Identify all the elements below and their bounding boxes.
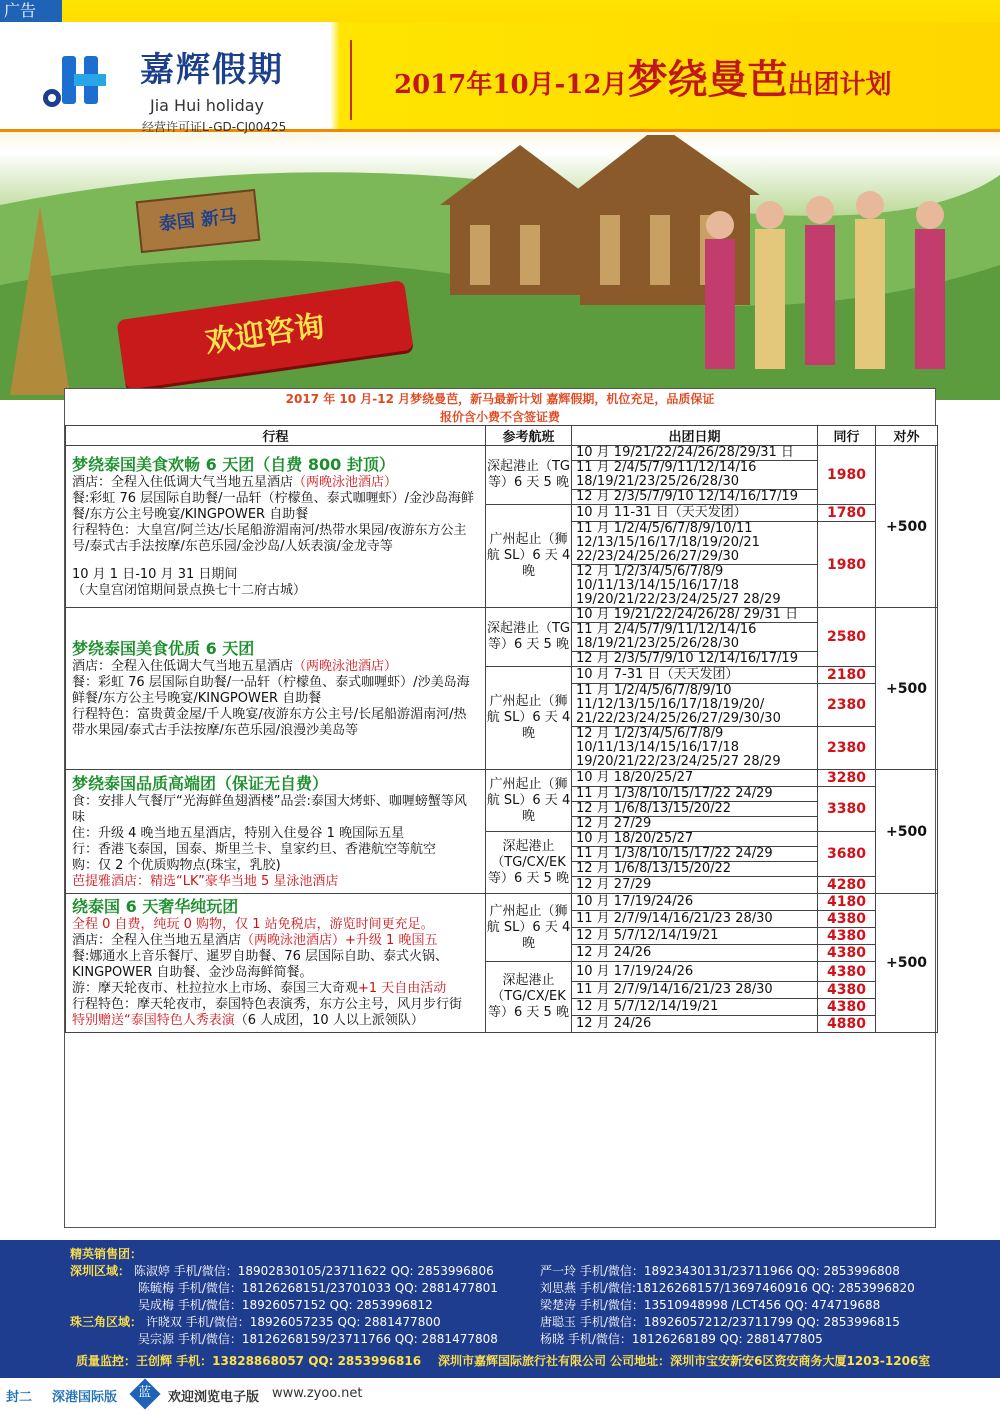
header-artwork <box>0 0 1000 400</box>
peer-price: 4380 <box>818 999 876 1016</box>
company-logo <box>38 50 120 112</box>
itinerary-feature: 行程特色：大皇宫/阿兰达/长尾船游湄南河/热带水果园/夜游东方公主号/泰式古手法按摩/东芭乐园/金沙岛/人妖表演/金龙寺等 <box>72 522 467 554</box>
table-row <box>66 770 938 787</box>
peer-price: 1780 <box>818 505 876 522</box>
departure-dates: 12 月 24/26 <box>572 945 818 962</box>
departure-dates: 12 月 24/26 <box>572 1016 818 1033</box>
itinerary-stay: 住：升级 4 晚当地五星酒店，特别入住曼谷 1 晚国际五星 <box>72 825 405 841</box>
team-label: 精英销售团： <box>70 1247 143 1261</box>
departure-dates: 12 月 27/29 <box>572 817 818 832</box>
itinerary-promo: 全程 0 自费，纯玩 0 购物，仅 1 站免税店，游览时间更充足。 <box>72 917 434 932</box>
itinerary-fly: 行：香港飞泰国，国泰、斯里兰卡、皇家约旦、香港航空等航空 <box>72 841 437 857</box>
departure-dates: 11 月 2/7/9/14/16/21/23 28/30 <box>572 911 818 928</box>
itinerary-meals: 餐:娜通水上音乐餐厅、暹罗自助餐、76 层国际自助、泰式火锅、KINGPOWER 自助餐、金沙岛海鲜简餐。 <box>72 949 449 980</box>
itinerary-cell <box>66 608 486 770</box>
departure-dates: 11 月 2/4/5/7/9/11/12/14/16 18/19/21/23/25/26/28/30 <box>572 461 818 490</box>
peer-price: 4280 <box>818 877 876 894</box>
departure-dates: 11 月 1/2/4/5/6/7/8/9/10 11/12/13/15/16/17/18/19/20/ 21/22/23/24/25/26/27/29/30/30 <box>572 684 818 727</box>
wooden-sign: 泰国 新马 <box>136 189 261 253</box>
hotel-highlight: （两晚泳池酒店） <box>293 474 398 490</box>
itinerary-hotel <box>72 933 479 949</box>
departure-dates: 10 月 19/21/22/24/26/28/29/31 日 <box>572 446 818 461</box>
blue-diamond-icon <box>129 1378 160 1409</box>
departure-dates: 10 月 11-31 日（天天发团） <box>572 505 818 522</box>
public-surcharge: +500 <box>876 446 938 608</box>
table-row <box>66 894 938 911</box>
contact-row: 陈淑婷 手机/微信：18902830105/23711622 QQ: 2853996806 <box>133 1264 494 1278</box>
flight-cell: 深起港止（TG 等）6 天 5 晚 <box>486 446 572 505</box>
notice-line-1: 2017 年 10 月-12 月梦绕曼芭，新马最新计划 嘉辉假期，机位充足，品质保证 <box>285 392 715 406</box>
flight-cell: 广州起止（狮航 SL）6 天 4 晚 <box>486 894 572 962</box>
departure-dates: 11 月 1/3/8/10/15/17/22 24/29 <box>572 787 818 802</box>
flight-cell: 深起港止（TG/CX/EK 等）6 天 5 晚 <box>486 962 572 1033</box>
peer-price: 1980 <box>818 522 876 608</box>
contact-row: 许晓双 手机/微信：18926057235 QQ: 2881477800 <box>145 1315 441 1329</box>
peer-price: 2380 <box>818 684 876 727</box>
license-number: 经营许可证L-GD-CJ00425 <box>142 120 287 134</box>
page-label: 封二 <box>6 1390 33 1405</box>
itinerary-hotel <box>72 659 479 675</box>
notice-line-2: 报价含小费不含签证费 <box>439 410 560 424</box>
flight-cell: 广州起止（狮航 SL）6 天 4 晚 <box>486 667 572 770</box>
table-row <box>66 608 938 623</box>
welcome-ribbon: 欢迎咨询 <box>117 280 414 390</box>
quality-monitor: 质量监控：王创辉 手机：13828868057 QQ: 2853996816 <box>76 1354 422 1368</box>
itinerary-feature: 行程特色：摩天轮夜市，泰国特色表演秀，东方公主号，风月步行街 <box>72 997 463 1012</box>
peer-price: 3280 <box>818 770 876 787</box>
departure-dates: 10 月 19/21/22/24/26/28/ 29/31 日 <box>572 608 818 623</box>
tour-text: 游：摩天轮夜市、杜拉拉水上市场、泰国三大奇观 <box>72 981 359 996</box>
tour-highlight: +1 天自由活动 <box>358 981 447 996</box>
itinerary-cell <box>66 770 486 894</box>
departure-dates: 12 月 1/6/8/13/15/20/22 <box>572 862 818 877</box>
departure-dates: 10 月 17/19/24/26 <box>572 962 818 982</box>
departure-dates: 10 月 18/20/25/27 <box>572 832 818 847</box>
itinerary-meals: 餐：彩虹 76 层国际自助餐/一品轩（柠檬鱼、泰式咖喱虾）/沙美岛海鲜餐/东方公主号晚宴/KINGPOWER 自助餐 <box>72 674 470 706</box>
hotel-highlight: （两晚泳池酒店） <box>293 658 398 674</box>
headline-period: 2017年10月-12月 <box>394 70 628 100</box>
public-surcharge: +500 <box>876 770 938 894</box>
itinerary-shop: 购：仅 2 个优质购物点(珠宝，乳胶) <box>72 857 281 873</box>
itinerary-hotel-red: 芭提雅酒店：精选“LK”豪华当地 5 星泳池酒店 <box>72 873 339 889</box>
itinerary-food: 食：安排人气餐厅“光海鲜鱼翅酒楼”品尝:泰国大烤虾、咖喱螃蟹等风味 <box>72 793 467 825</box>
contact-row: 刘思燕 手机/微信:18126268157/13697460916 QQ: 2853996820 <box>540 1281 915 1295</box>
hotel-text: 酒店：全程入住当地五星酒店 <box>72 933 242 948</box>
departure-dates: 10 月 7-31 日（天天发团） <box>572 667 818 684</box>
itinerary-table <box>65 425 938 1033</box>
tour-title: 梦绕泰国美食欢畅 6 天团（自费 800 封顶） <box>72 454 395 474</box>
itinerary-note1: 10 月 1 日-10 月 31 日期间 <box>72 566 238 582</box>
edition-label: 深港国际版 <box>52 1390 118 1405</box>
gift-note: （6 人成团，10 人以上派领队） <box>234 1013 424 1028</box>
col-dates: 出团日期 <box>572 426 818 446</box>
brand-name: 嘉辉假期 <box>140 50 284 90</box>
itinerary-note2: （大皇宫闭馆期间景点换七十二府古城） <box>72 582 307 598</box>
hotel-text: 酒店：全程入住低调大气当地五星酒店 <box>72 474 294 490</box>
peer-price: 4380 <box>818 945 876 962</box>
headline <box>394 48 892 105</box>
peer-price: 4380 <box>818 962 876 982</box>
contact-row: 杨晓 手机/微信：18126268189 QQ: 2881477805 <box>540 1332 823 1346</box>
departure-dates: 12 月 1/6/8/13/15/20/22 <box>572 802 818 817</box>
headline-suffix: 出团计划 <box>787 70 892 100</box>
departure-dates: 10 月 17/19/24/26 <box>572 894 818 911</box>
col-itinerary: 行程 <box>66 426 486 446</box>
contacts-left <box>70 1246 498 1348</box>
website-link[interactable]: www.zyoo.net <box>272 1386 363 1401</box>
peer-price: 4380 <box>818 911 876 928</box>
itinerary-cell <box>66 894 486 1033</box>
peer-price: 2180 <box>818 667 876 684</box>
peer-price: 3680 <box>818 832 876 877</box>
itinerary-feature: 行程特色：富贵黄金屋/千人晚宴/夜游东方公主号/长尾船游湄南河/热带水果园/泰式古手法按摩/东芭乐园/浪漫沙美岛等 <box>72 706 467 738</box>
departure-dates: 12 月 1/2/3/4/5/6/7/8/9 10/11/13/14/15/16/17/18 19/20/21/22/23/24/25/27 28/29 <box>572 565 818 608</box>
departure-dates: 12 月 2/3/5/7/9/10 12/14/16/17/19 <box>572 490 818 505</box>
contact-row: 梁楚涛 手机/微信：13510948998 /LCT456 QQ: 474719688 <box>540 1298 881 1312</box>
region-shenzhen: 深圳区域： <box>70 1264 131 1278</box>
flight-cell: 广州起止（狮航 SL）6 天 4 晚 <box>486 770 572 832</box>
departure-dates: 12 月 27/29 <box>572 877 818 894</box>
tour-title: 梦绕泰国美食优质 6 天团 <box>72 638 255 658</box>
contact-row: 吴宗源 手机/微信：18126268159/23711766 QQ: 2881477808 <box>138 1332 498 1346</box>
bottom-strip <box>0 1378 1000 1412</box>
contact-row: 吴成梅 手机/微信：18926057152 QQ: 2853996812 <box>138 1298 433 1312</box>
departure-dates: 11 月 2/4/5/7/9/11/12/14/16 18/19/21/23/25/26/28/30 <box>572 623 818 652</box>
departure-dates: 12 月 1/2/3/4/5/6/7/8/9 10/11/13/14/15/16/17/18 19/20/21/22/23/24/25/27 28/29 <box>572 727 818 770</box>
flight-cell: 深起港止（TG/CX/EK 等）6 天 5 晚 <box>486 832 572 894</box>
contacts-right <box>540 1263 915 1348</box>
peer-price: 2580 <box>818 608 876 667</box>
public-surcharge: +500 <box>876 608 938 770</box>
tour-title: 梦绕泰国品质高端团（保证无自费） <box>72 773 329 793</box>
col-public-price: 对外 <box>876 426 938 446</box>
itinerary-meals: 餐:彩虹 76 层国际自助餐/一品轩（柠檬鱼、泰式咖喱虾）/金沙岛海鲜餐/东方公主号晚宴/KINGPOWER 自助餐 <box>72 490 474 522</box>
flight-cell: 广州起止（狮航 SL）6 天 4 晚 <box>486 505 572 608</box>
col-peer-price: 同行 <box>818 426 876 446</box>
departure-dates: 10 月 18/20/25/27 <box>572 770 818 787</box>
peer-price: 4880 <box>818 1016 876 1033</box>
itinerary-cell <box>66 446 486 608</box>
itinerary-tour <box>72 981 479 997</box>
region-prd: 珠三角区域： <box>70 1315 143 1329</box>
blue-label: 蓝 <box>138 1385 152 1401</box>
company-address: 深圳市嘉辉国际旅行社有限公司 公司地址：深圳市宝安新安6区资安商务大厦1203-1206室 <box>438 1354 931 1368</box>
departure-dates: 11 月 2/7/9/14/16/21/23 28/30 <box>572 982 818 999</box>
contact-row: 陈毓梅 手机/微信：18126268151/23701033 QQ: 2881477801 <box>138 1281 498 1295</box>
contact-row: 严一玲 手机/微信：18923430131/23711966 QQ: 2853996808 <box>540 1264 900 1278</box>
table-row <box>66 446 938 461</box>
departure-dates: 12 月 2/3/5/7/9/10 12/14/16/17/19 <box>572 652 818 667</box>
browse-label: 欢迎浏览电子版 <box>168 1390 260 1405</box>
divider <box>350 40 352 120</box>
footer-contacts <box>0 1240 1000 1378</box>
tour-title: 绕泰国 6 天奢华纯玩团 <box>72 897 239 916</box>
brand-english: Jia Hui holiday <box>150 96 265 115</box>
itinerary-table-card <box>64 388 936 1228</box>
departure-dates: 11 月 1/2/4/5/6/7/8/9/10/11 12/13/15/16/17/18/19/20/21 22/23/24/25/26/27/29/30 <box>572 522 818 565</box>
peer-price: 3380 <box>818 787 876 832</box>
public-surcharge: +500 <box>876 894 938 1033</box>
peer-price: 1980 <box>818 446 876 505</box>
contact-row: 唐聪玉 手机/微信：18926057212/23711799 QQ: 2853996815 <box>540 1315 900 1329</box>
gift-text: 特别赠送“泰国特色人秀表演 <box>72 1013 235 1028</box>
col-flight: 参考航班 <box>486 426 572 446</box>
peer-price: 4380 <box>818 928 876 945</box>
itinerary-gift <box>72 1013 479 1029</box>
peer-price: 4380 <box>818 982 876 999</box>
hotel-highlight: （两晚泳池酒店）+升级 1 晚国五 <box>241 933 438 948</box>
hotel-text: 酒店：全程入住低调大气当地五星酒店 <box>72 658 294 674</box>
departure-dates: 12 月 5/7/12/14/19/21 <box>572 928 818 945</box>
departure-dates: 11 月 1/3/8/10/15/17/22 24/29 <box>572 847 818 862</box>
headline-title: 梦绕曼芭 <box>627 56 788 103</box>
ad-tag: 广告 <box>0 0 62 22</box>
departure-dates: 12 月 5/7/12/14/19/21 <box>572 999 818 1016</box>
itinerary-hotel <box>72 475 479 491</box>
peer-price: 4180 <box>818 894 876 911</box>
flight-cell: 深起港止（TG 等）6 天 5 晚 <box>486 608 572 667</box>
peer-price: 2380 <box>818 727 876 770</box>
